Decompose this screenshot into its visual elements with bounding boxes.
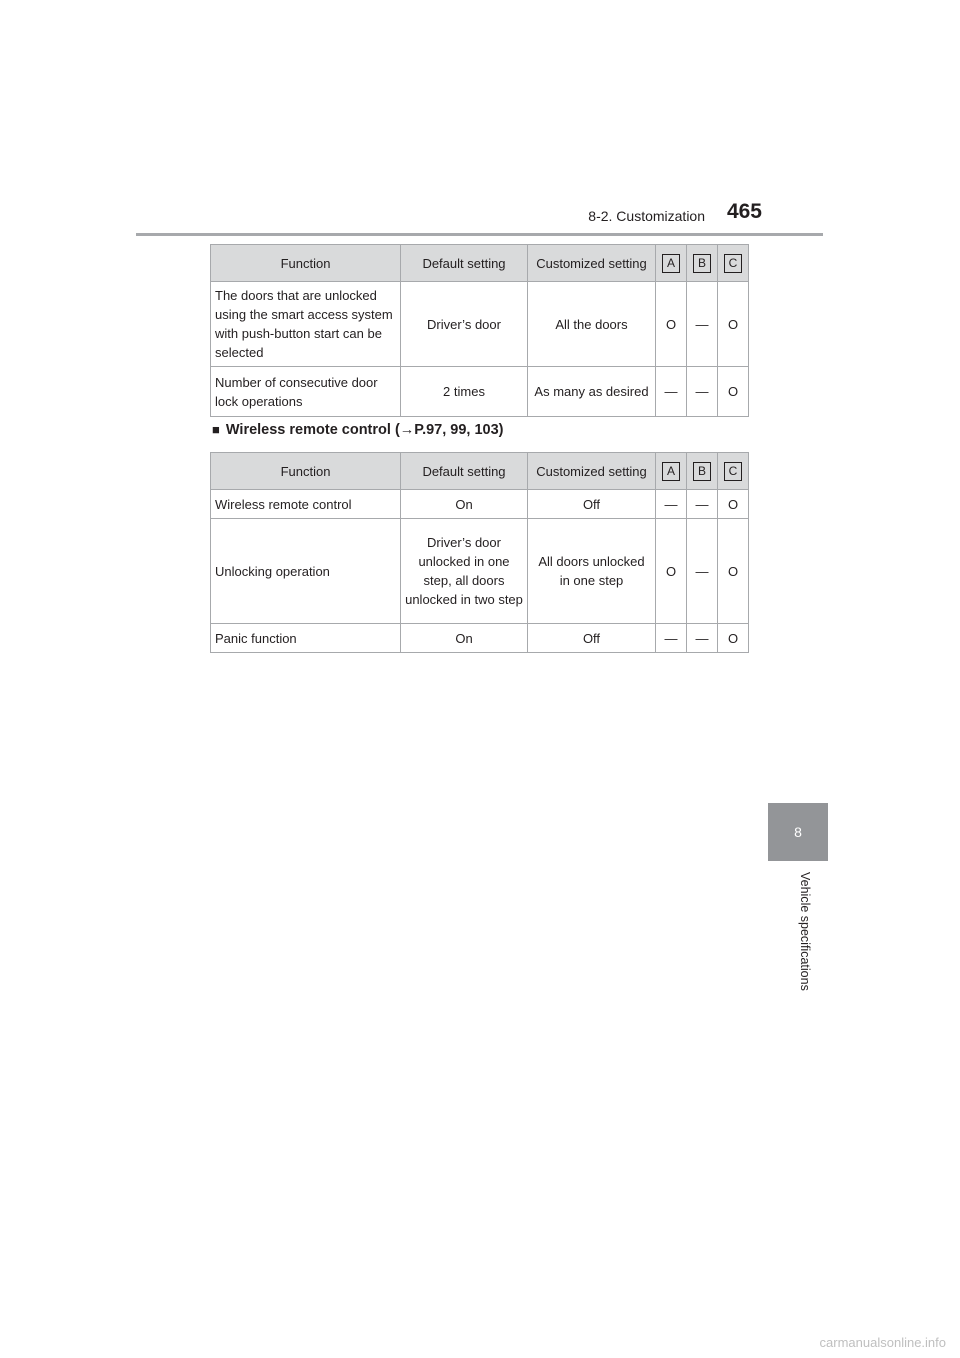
- cell-customized: Off: [528, 624, 656, 653]
- chapter-label: Vehicle specifications: [798, 872, 812, 991]
- cell-default: On: [401, 490, 528, 519]
- header-default-setting: Default setting: [401, 245, 528, 282]
- table-row: [211, 624, 749, 653]
- table-wireless-remote-settings: [210, 452, 749, 653]
- cell-function: The doors that are unlocked using the smart access system with push-button start can be selected: [211, 282, 401, 367]
- header-function: Function: [211, 453, 401, 490]
- header-c: [718, 245, 749, 282]
- table-header-row: [211, 453, 749, 490]
- watermark: carmanualsonline.info: [819, 1335, 946, 1350]
- header-customized-setting: Customized setting: [528, 245, 656, 282]
- cell-function: Panic function: [211, 624, 401, 653]
- cell-function: Number of consecutive door lock operations: [211, 367, 401, 417]
- cell-c: O: [718, 490, 749, 519]
- page-number: 465: [726, 200, 762, 223]
- header-divider: [136, 233, 823, 236]
- cell-function: Wireless remote control: [211, 490, 401, 519]
- cell-customized: Off: [528, 490, 656, 519]
- cell-default: On: [401, 624, 528, 653]
- header-c: [718, 453, 749, 490]
- header-b: [687, 453, 718, 490]
- cell-c: O: [718, 282, 749, 367]
- cell-default: 2 times: [401, 367, 528, 417]
- cell-function: Unlocking operation: [211, 519, 401, 624]
- cell-b: —: [687, 282, 718, 367]
- cell-b: —: [687, 519, 718, 624]
- cell-c: O: [718, 624, 749, 653]
- cell-a: —: [656, 624, 687, 653]
- table-row: [211, 282, 749, 367]
- method-c-icon: C: [724, 254, 742, 273]
- table-header-row: [211, 245, 749, 282]
- cell-b: —: [687, 490, 718, 519]
- section-title: 8-2. Customization: [588, 208, 705, 224]
- method-a-icon: A: [662, 462, 680, 481]
- cell-default: Driver’s door: [401, 282, 528, 367]
- header-function: Function: [211, 245, 401, 282]
- table-row: [211, 490, 749, 519]
- method-c-icon: C: [724, 462, 742, 481]
- header-a: [656, 245, 687, 282]
- header-b: [687, 245, 718, 282]
- cell-a: O: [656, 519, 687, 624]
- cell-b: —: [687, 367, 718, 417]
- header-a: [656, 453, 687, 490]
- table-row: [211, 367, 749, 417]
- cell-customized: All the doors: [528, 282, 656, 367]
- cell-c: O: [718, 519, 749, 624]
- cell-customized: As many as desired: [528, 367, 656, 417]
- table-door-lock-settings: [210, 244, 749, 417]
- chapter-number: 8: [794, 824, 802, 840]
- header-customized-setting: Customized setting: [528, 453, 656, 490]
- cell-a: O: [656, 282, 687, 367]
- section-heading-wireless: [212, 422, 504, 438]
- method-b-icon: B: [693, 254, 711, 273]
- cell-customized: All doors unlocked in one step: [528, 519, 656, 624]
- cell-b: —: [687, 624, 718, 653]
- table-row: [211, 519, 749, 624]
- cell-default: Driver’s door unlocked in one step, all doors unlocked in two step: [401, 519, 528, 624]
- header-default-setting: Default setting: [401, 453, 528, 490]
- chapter-tab[interactable]: [768, 803, 828, 861]
- cell-a: —: [656, 490, 687, 519]
- section-heading-text[interactable]: Wireless remote control (→P.97, 99, 103): [225, 422, 504, 438]
- method-b-icon: B: [693, 462, 711, 481]
- method-a-icon: A: [662, 254, 680, 273]
- square-bullet-icon: ■: [212, 422, 220, 437]
- cell-a: —: [656, 367, 687, 417]
- cell-c: O: [718, 367, 749, 417]
